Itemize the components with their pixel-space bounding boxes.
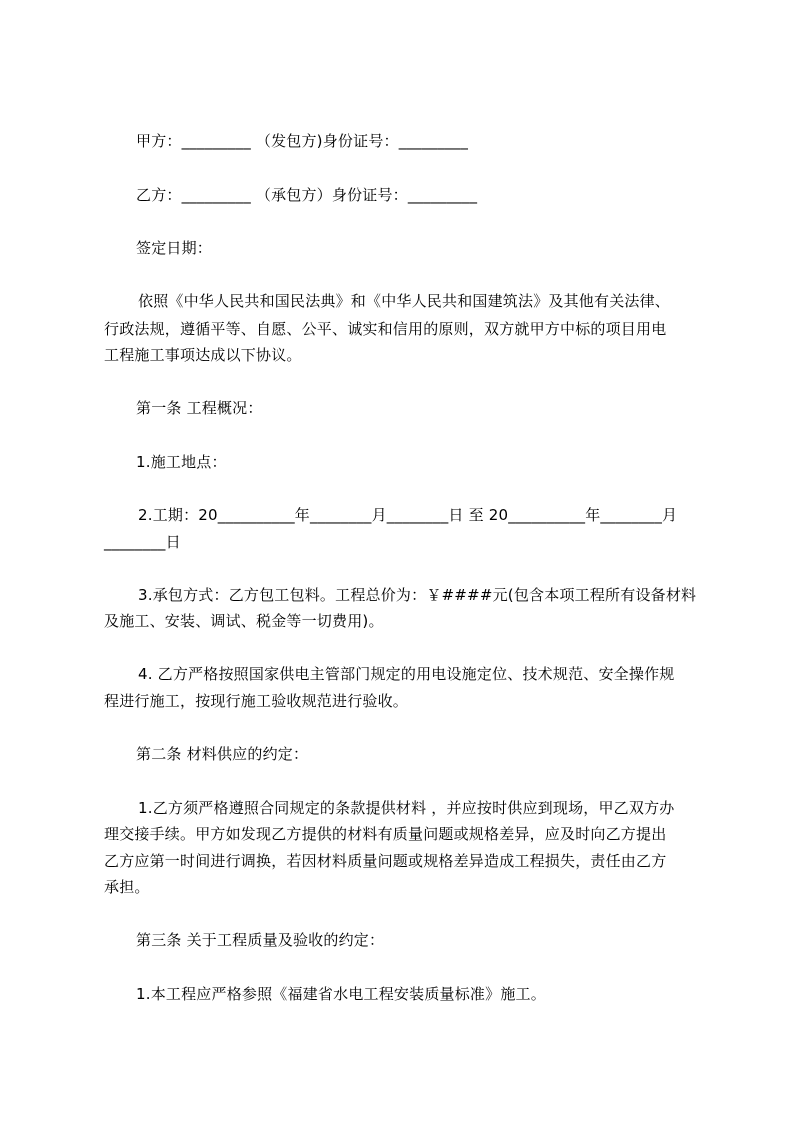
article-2-item-1-line-4: 承担。 [104,878,150,896]
article-1-heading: 第一条 工程概况： [136,399,263,417]
article-2-item-1-line-1: 1.乙方须严格遵照合同规定的条款提供材料 ，并应按时供应到现场，甲乙双方办 [138,799,675,817]
article-1-item-1: 1.施工地点： [136,453,227,471]
article-1-item-3-line-1: 3.承包方式：乙方包工包料。工程总价为：￥####元(包含本项工程所有设备材料 [138,586,697,604]
intro-line-2: 行政法规，遵循平等、自愿、公平、诚实和信用的原则，双方就甲方中标的项目用电 [104,320,667,338]
article-3-item-1: 1.本工程应严格参照《福建省水电工程安装质量标准》施工。 [136,985,546,1003]
article-1-item-2-line-1: 2.工期：20__________年________月________日 至 20__________年________月 [138,506,678,524]
intro-line-3: 工程施工事项达成以下协议。 [104,346,302,364]
article-2-item-1-line-2: 理交接手续。甲方如发现乙方提供的材料有质量问题或规格差异，应及时向乙方提出 [104,825,667,843]
article-2-item-1-line-3: 乙方应第一时间进行调换，若因材料质量问题或规格差异造成工程损失，责任由乙方 [104,852,667,870]
party-a-line: 甲方：_________ （发包方)身份证号：_________ [136,132,469,150]
article-3-heading: 第三条 关于工程质量及验收的约定： [136,931,385,949]
sign-date-line: 签定日期： [136,239,213,257]
article-2-heading: 第二条 材料供应的约定： [136,745,309,763]
article-1-item-4-line-1: 4. 乙方严格按照国家供电主管部门规定的用电设施定位、技术规范、安全操作规 [138,665,675,683]
article-1-item-2-line-2: ________日 [104,533,181,551]
article-1-item-4-line-2: 程进行施工，按现行施工验收规范进行验收。 [104,692,409,710]
article-1-item-3-line-2: 及施工、安装、调试、税金等一切费用)。 [104,612,384,630]
party-b-line: 乙方：_________ （承包方）身份证号：_________ [136,186,478,204]
intro-line-1: 依照《中华人民共和国民法典》和《中华人民共和国建筑法》及其他有关法律、 [138,292,671,310]
